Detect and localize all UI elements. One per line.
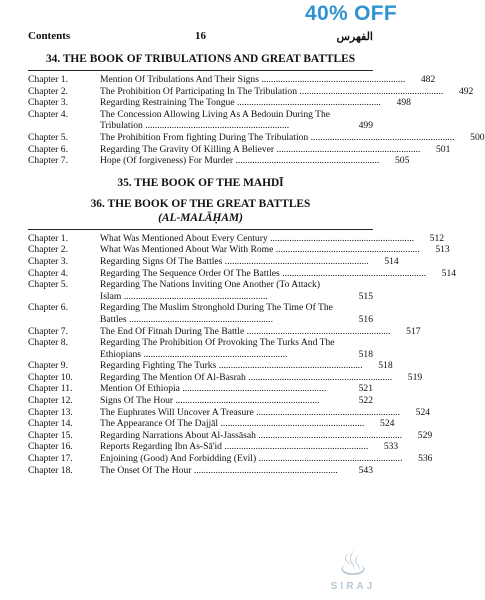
flame-logo-icon: ♨ bbox=[337, 545, 369, 583]
chapter-title bbox=[100, 244, 428, 256]
toc-row[interactable] bbox=[28, 325, 421, 338]
chapter-title bbox=[100, 465, 351, 477]
chapter-title-text: The Euphrates Will Uncover A Treasure ..... bbox=[100, 407, 400, 418]
chapter-title bbox=[100, 279, 351, 302]
toc-row[interactable] bbox=[28, 74, 436, 86]
toc-row[interactable] bbox=[28, 441, 399, 453]
section-title: 36. THE BOOK OF THE GREAT BATTLES bbox=[90, 197, 311, 210]
page-ref: 500 bbox=[470, 131, 485, 143]
toc-row[interactable] bbox=[28, 143, 451, 156]
toc-section bbox=[28, 52, 485, 167]
chapter-label: Chapter 3. bbox=[28, 97, 68, 109]
chapter-label: Chapter 7. bbox=[28, 325, 68, 337]
chapter-label: Chapter 18. bbox=[28, 464, 73, 476]
chapter-title-text: Regarding Signs Of The Battles ..... bbox=[100, 256, 369, 267]
chapter-label: Chapter 6. bbox=[28, 302, 68, 314]
chapter-title-text: The End Of Fitnah During The Battle ..... bbox=[100, 326, 391, 337]
chapter-title-text: Reports Regarding Ibn As-Sā'id ..... bbox=[100, 441, 368, 452]
chapter-title-text: Regarding Fighting The Turks ..... bbox=[100, 360, 363, 371]
chapter-title-continuation: Battles ..... bbox=[100, 314, 273, 325]
chapter-title-text: Signs Of The Hour ..... bbox=[100, 395, 319, 406]
toc-row[interactable] bbox=[28, 255, 399, 268]
chapter-title-continuation: Tribulation ..... bbox=[100, 120, 289, 131]
page-ref: 524 bbox=[415, 406, 431, 418]
chapter-label: Chapter 9. bbox=[28, 360, 68, 372]
chapter-label: Chapter 10. bbox=[28, 371, 73, 383]
chapter-label: Chapter 2. bbox=[28, 244, 68, 256]
section-title: 34. THE BOOK OF TRIBULATIONS AND GREAT BATTLES bbox=[45, 53, 356, 65]
page-header bbox=[28, 30, 373, 44]
chapter-title-continuation: Ethiopians ..... bbox=[100, 349, 287, 360]
page-ref: 524 bbox=[380, 418, 395, 430]
chapter-title bbox=[100, 430, 410, 442]
page-ref: 543 bbox=[358, 464, 373, 476]
page-ref: 514 bbox=[384, 255, 399, 267]
chapter-label: Chapter 17. bbox=[28, 453, 73, 465]
page-ref: 518 bbox=[358, 348, 373, 360]
page-ref: 517 bbox=[406, 325, 421, 337]
chapter-title bbox=[100, 109, 351, 132]
chapter-label: Chapter 15. bbox=[28, 429, 73, 441]
discount-badge: 40% OFF bbox=[305, 2, 397, 25]
table-of-contents bbox=[28, 52, 485, 483]
chapter-title bbox=[100, 418, 372, 430]
chapter-title-text: The Appearance Of The Dajjāl ..... bbox=[100, 418, 364, 429]
chapter-title bbox=[100, 144, 428, 156]
toc-row[interactable] bbox=[28, 406, 431, 419]
page-ref: 522 bbox=[358, 395, 373, 407]
chapter-title-text: Enjoining (Good) And Forbidding (Evil) ..... bbox=[100, 453, 402, 464]
chapter-title bbox=[100, 326, 399, 338]
toc-row[interactable] bbox=[28, 337, 373, 360]
toc-row[interactable] bbox=[28, 371, 423, 384]
watermark-name: SIRAJ bbox=[330, 581, 376, 592]
chapter-title-text: Hope (Of forgiveness) For Murder ..... bbox=[100, 155, 379, 166]
page-ref: 492 bbox=[458, 85, 474, 97]
chapter-label: Chapter 2. bbox=[28, 85, 68, 97]
toc-row[interactable] bbox=[28, 465, 373, 477]
header-contents-label: Contents bbox=[28, 30, 71, 42]
chapter-title bbox=[100, 86, 451, 98]
chapter-label: Chapter 4. bbox=[28, 108, 68, 120]
toc-section bbox=[28, 197, 457, 476]
chapter-title bbox=[100, 155, 387, 167]
chapter-label: Chapter 1. bbox=[28, 74, 68, 85]
page-ref: 533 bbox=[383, 441, 399, 453]
chapter-label: Chapter 11. bbox=[28, 383, 73, 395]
chapter-title bbox=[100, 132, 463, 144]
chapter-title-text: Regarding The Sequence Order Of The Battles ..... bbox=[100, 268, 426, 279]
chapter-title-text: The Onset Of The Hour ..... bbox=[100, 465, 338, 476]
chapter-title-continuation: Islam ..... bbox=[100, 291, 268, 302]
page-ref: 512 bbox=[429, 232, 445, 244]
section-subtitle: (AL-MALĀḤAM) bbox=[158, 211, 243, 224]
chapter-title-line: Regarding The Muslim Stronghold During The Time Of The bbox=[100, 302, 333, 314]
toc-row[interactable] bbox=[28, 131, 485, 144]
chapter-label: Chapter 14. bbox=[28, 418, 73, 430]
chapter-title-text: The Prohibition Of Participating In The Tribulation ..... bbox=[100, 86, 443, 97]
chapter-title bbox=[100, 453, 410, 465]
page-ref: 482 bbox=[420, 74, 436, 85]
chapter-title-line: Regarding The Nations Inviting One Another (To Attack) bbox=[100, 279, 321, 291]
page-ref: 498 bbox=[396, 97, 411, 109]
chapter-title bbox=[100, 383, 351, 395]
toc-row[interactable] bbox=[28, 360, 393, 372]
chapter-label: Chapter 1. bbox=[28, 232, 68, 244]
toc-row[interactable] bbox=[28, 97, 411, 109]
page-ref: 514 bbox=[441, 267, 457, 279]
toc-row[interactable] bbox=[28, 232, 445, 245]
page-ref: 529 bbox=[417, 429, 433, 441]
siraj-watermark bbox=[323, 547, 383, 592]
section-divider bbox=[28, 70, 373, 71]
toc-row[interactable] bbox=[28, 383, 373, 395]
chapter-title bbox=[100, 268, 434, 280]
chapter-title bbox=[100, 441, 376, 453]
toc-row[interactable] bbox=[28, 418, 395, 430]
toc-row[interactable] bbox=[28, 429, 433, 442]
toc-row[interactable] bbox=[28, 244, 450, 256]
chapter-title-text: Regarding Restraining The Tongue ..... bbox=[100, 97, 381, 108]
chapter-title bbox=[100, 256, 377, 268]
toc-section bbox=[28, 176, 373, 190]
toc-row[interactable] bbox=[28, 279, 373, 302]
chapter-title-line: The Concession Allowing Living As A Bedouin During The bbox=[100, 108, 331, 120]
toc-row[interactable] bbox=[28, 109, 373, 132]
chapter-label: Chapter 16. bbox=[28, 441, 73, 453]
chapter-title bbox=[100, 372, 400, 384]
chapter-label: Chapter 8. bbox=[28, 337, 68, 349]
chapter-title-text: Regarding Narrations About Al-Jassāsah ..... bbox=[100, 430, 402, 441]
page-ref: 505 bbox=[394, 155, 410, 167]
chapter-label: Chapter 5. bbox=[28, 279, 68, 291]
chapter-title-text: The Prohibition From fighting During The Tribulation ..... bbox=[100, 132, 455, 143]
toc-row[interactable] bbox=[28, 453, 433, 465]
toc-row[interactable] bbox=[28, 302, 373, 325]
page-ref: 521 bbox=[358, 383, 373, 395]
chapter-label: Chapter 6. bbox=[28, 143, 68, 155]
header-arabic-label: الفهرس bbox=[336, 31, 373, 43]
chapter-title-text: What Was Mentioned About Every Century ..... bbox=[100, 233, 414, 244]
chapter-label: Chapter 5. bbox=[28, 131, 68, 143]
page-ref: 515 bbox=[358, 290, 373, 302]
toc-row[interactable] bbox=[28, 395, 373, 407]
page-ref: 501 bbox=[436, 143, 451, 155]
toc-row[interactable] bbox=[28, 155, 410, 167]
page-number: 16 bbox=[195, 30, 206, 42]
chapter-title-text: Regarding The Mention Of Al-Basrah ..... bbox=[100, 372, 392, 383]
section-title: 35. THE BOOK OF THE MAHDĪ bbox=[117, 176, 284, 189]
chapter-title bbox=[100, 97, 389, 109]
toc-row[interactable] bbox=[28, 267, 457, 280]
chapter-title bbox=[100, 74, 413, 86]
page-ref: 513 bbox=[435, 244, 450, 256]
page-ref: 519 bbox=[407, 371, 423, 383]
chapter-title-text: Mention Of Ethiopia ..... bbox=[100, 383, 326, 394]
chapter-title bbox=[100, 302, 351, 325]
chapter-title-text: Mention Of Tribulations And Their Signs ..... bbox=[100, 74, 405, 85]
chapter-label: Chapter 13. bbox=[28, 406, 73, 418]
chapter-title bbox=[100, 360, 371, 372]
section-divider bbox=[28, 229, 373, 230]
page-ref: 499 bbox=[358, 120, 373, 132]
chapter-label: Chapter 4. bbox=[28, 267, 68, 279]
page-ref: 536 bbox=[418, 453, 433, 465]
chapter-label: Chapter 7. bbox=[28, 155, 68, 167]
chapter-title bbox=[100, 407, 408, 419]
page-ref: 518 bbox=[378, 360, 393, 372]
chapter-label: Chapter 3. bbox=[28, 255, 68, 267]
chapter-title-line: Regarding The Prohibition Of Provoking The Turks And The bbox=[100, 337, 335, 349]
chapter-title bbox=[100, 395, 351, 407]
toc-row[interactable] bbox=[28, 85, 474, 98]
page-ref: 516 bbox=[358, 313, 373, 325]
chapter-title bbox=[100, 337, 351, 360]
chapter-title-text: Regarding The Gravity Of Killing A Believer ..... bbox=[100, 144, 420, 155]
chapter-title-text: What Was Mentioned About War With Rome ..... bbox=[100, 244, 420, 255]
chapter-title bbox=[100, 233, 422, 245]
chapter-label: Chapter 12. bbox=[28, 395, 73, 407]
